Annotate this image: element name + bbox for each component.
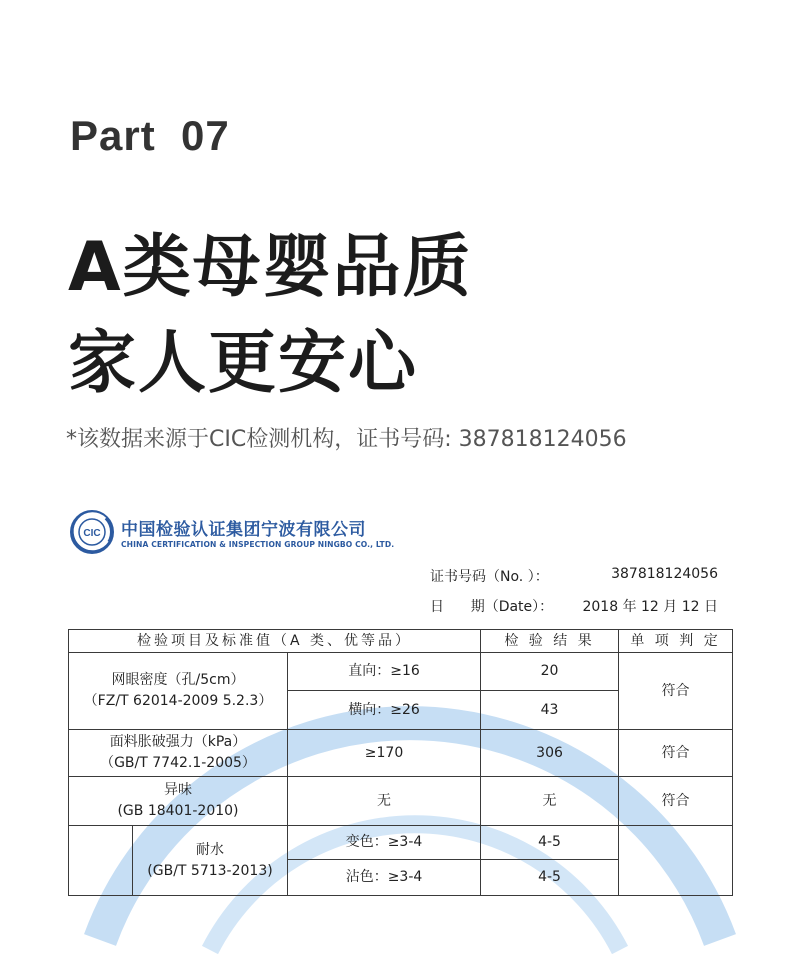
table-row (69, 777, 733, 826)
item-standard: (GB 18401-2010) (117, 803, 239, 819)
item-name: 网眼密度（孔/5cm） (111, 672, 245, 688)
spec-cell: 直向：≥16 (288, 653, 481, 691)
table-row (69, 653, 733, 691)
table-row (69, 730, 733, 777)
item-standard: (GB/T 5713-2013) (147, 862, 273, 879)
item-standard: （GB/T 7742.1-2005） (100, 755, 256, 771)
group-cell (69, 826, 133, 896)
result-cell: 无 (481, 777, 619, 826)
item-cell (69, 653, 288, 730)
header-result: 检 验 结 果 (481, 630, 619, 653)
header-verdict: 单 项 判 定 (619, 630, 733, 653)
spec-cell: 沾色：≥3-4 (288, 860, 481, 896)
spec-cell: 无 (288, 777, 481, 826)
verdict-cell: 符合 (619, 653, 733, 730)
item-name: 面料胀破强力（kPa） (109, 734, 247, 750)
header-item-standard: 检验项目及标准值（A 类、优等品） (69, 630, 481, 653)
item-standard: （FZ/T 62014-2009 5.2.3） (83, 693, 273, 709)
verdict-cell: 符合 (619, 730, 733, 777)
spec-cell: 变色：≥3-4 (288, 826, 481, 860)
cic-logo-icon (70, 510, 114, 554)
result-cell: 4-5 (481, 860, 619, 896)
spec-cell: 横向：≥26 (288, 691, 481, 730)
item-name: 耐水 (196, 841, 224, 858)
org-name-cn: 中国检验认证集团宁波有限公司 (121, 520, 366, 540)
headline-line-1: A类母婴品质 (68, 228, 473, 307)
cert-number-value: 387818124056 (611, 566, 718, 582)
item-cell (69, 777, 288, 826)
date-value: 2018 年 12 月 12 日 (582, 599, 718, 615)
date-label: 日 期（Date）： (430, 599, 554, 615)
spec-cell: ≥170 (288, 730, 481, 777)
result-cell: 43 (481, 691, 619, 730)
item-cell (69, 730, 288, 777)
inspection-table (68, 629, 733, 896)
source-note: *该数据来源于CIC检测机构，证书号码: 387818124056 (66, 427, 627, 452)
org-name-en: CHINA CERTIFICATION & INSPECTION GROUP NINGBO CO., LTD. (121, 540, 395, 549)
cert-number-label: 证书号码（No. ）： (430, 569, 549, 585)
item-cell (133, 826, 288, 896)
result-cell: 20 (481, 653, 619, 691)
result-cell: 306 (481, 730, 619, 777)
verdict-cell: 符合 (619, 777, 733, 826)
item-name: 异味 (164, 782, 192, 798)
verdict-cell (619, 826, 733, 896)
table-header-row (69, 630, 733, 653)
result-cell: 4-5 (481, 826, 619, 860)
logo-text: CIC (83, 528, 101, 539)
part-label: Part 07 (70, 112, 230, 159)
headline-line-2: 家人更安心 (68, 324, 419, 403)
table-row (69, 826, 733, 860)
